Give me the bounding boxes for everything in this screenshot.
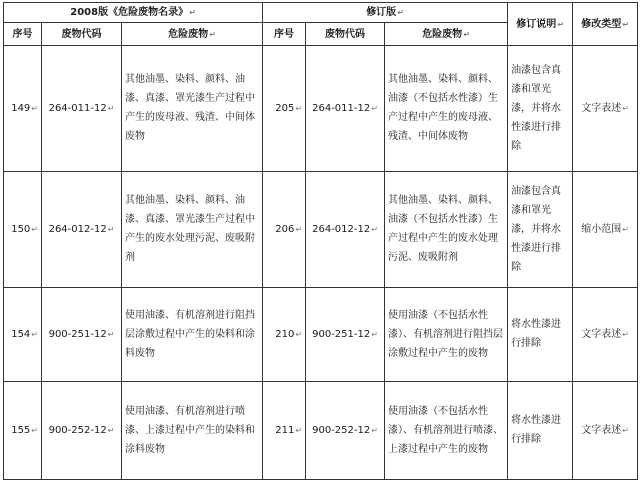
cell-end-mark: ↵	[463, 29, 470, 39]
revision-type: 文字表述	[581, 424, 622, 436]
group-header-new-label: 修订版	[366, 7, 397, 19]
table-row	[4, 171, 638, 287]
col-header-old-waste	[122, 23, 263, 46]
revision-note-cell	[508, 288, 573, 381]
revision-note: 油漆包含真漆和罩光漆，并将水性漆进行排除	[511, 64, 562, 152]
old-no: 154	[11, 328, 31, 340]
old-no-cell	[4, 381, 42, 479]
cell-end-mark: ↵	[557, 19, 564, 29]
revision-type-cell	[573, 171, 638, 287]
table-row	[4, 288, 638, 381]
new-waste: 其他油墨、染料、颜料、油漆（不包括水性漆）生产过程中产生的废水处理污泥、废吸附剂	[388, 195, 499, 264]
revision-note-cell	[508, 171, 573, 287]
cell-end-mark: ↵	[31, 425, 38, 435]
col-header-label: 危险废物	[168, 28, 209, 40]
revision-type: 文字表述	[581, 102, 622, 114]
cell-end-mark: ↵	[31, 103, 38, 113]
old-waste: 其他油墨、染料、颜料、油漆、真漆、罩光漆生产过程中产生的废水处理污泥、废吸附剂	[125, 195, 255, 264]
new-code: 264-011-12	[312, 102, 371, 114]
revision-note-cell	[508, 381, 573, 479]
new-waste: 使用油漆（不包括水性漆）、有机溶剂进行阻挡层涂敷过程中产生的废物	[388, 309, 504, 359]
old-waste-cell	[122, 46, 263, 172]
new-code: 900-251-12	[312, 328, 371, 340]
waste-catalog-revision-table	[3, 2, 638, 480]
cell-end-mark: ↵	[371, 425, 378, 435]
new-no-cell	[263, 288, 306, 381]
new-waste: 其他油墨、染料、颜料、油漆（不包括水性漆）生产过程中产生的废母液、残渣、中间体废物	[388, 74, 499, 143]
cell-end-mark: ↵	[189, 8, 196, 18]
cell-end-mark: ↵	[622, 224, 629, 234]
new-no: 211	[275, 424, 295, 436]
new-no-cell	[263, 171, 306, 287]
old-waste-cell	[122, 171, 263, 287]
revision-type-cell	[573, 46, 638, 172]
group-header-row	[4, 3, 638, 23]
new-waste-cell	[385, 46, 508, 172]
new-code-cell	[306, 171, 385, 287]
col-header-revision-note-label: 修订说明	[516, 18, 557, 30]
cell-end-mark: ↵	[295, 103, 303, 113]
revision-type: 缩小范围	[581, 223, 622, 235]
old-waste: 其他油墨、染料、颜料、油漆、真漆、罩光漆生产过程中产生的废母液、残渣、中间体废物	[125, 74, 255, 143]
cell-end-mark: ↵	[295, 425, 303, 435]
revision-note: 油漆包含真漆和罩光漆，并将水性漆进行排除	[511, 185, 562, 273]
col-header-label: 废物代码	[325, 28, 366, 40]
old-code-cell	[42, 288, 122, 381]
cell-end-mark: ↵	[295, 329, 303, 339]
col-header-revision-type	[573, 3, 638, 46]
new-code-cell	[306, 46, 385, 172]
cell-end-mark: ↵	[107, 103, 115, 113]
new-no-cell	[263, 46, 306, 172]
group-header-old-label: 2008版《危险废物名录》	[70, 7, 189, 19]
old-code: 264-012-12	[48, 223, 107, 235]
col-header-new-code	[306, 23, 385, 46]
col-header-old-code	[42, 23, 122, 46]
table-row	[4, 46, 638, 172]
cell-end-mark: ↵	[622, 329, 629, 339]
revision-note-cell	[508, 46, 573, 172]
col-header-revision-note	[508, 3, 573, 46]
new-no: 210	[275, 328, 295, 340]
col-header-new-no	[263, 23, 306, 46]
col-header-old-no	[4, 23, 42, 46]
group-header-new	[263, 3, 508, 23]
old-code: 264-011-12	[48, 102, 107, 114]
old-code-cell	[42, 171, 122, 287]
new-code-cell	[306, 381, 385, 479]
cell-end-mark: ↵	[397, 8, 404, 18]
cell-end-mark: ↵	[622, 425, 629, 435]
new-waste-cell	[385, 288, 508, 381]
cell-end-mark: ↵	[371, 224, 378, 234]
cell-end-mark: ↵	[107, 329, 115, 339]
new-no-cell	[263, 381, 306, 479]
cell-end-mark: ↵	[209, 29, 216, 39]
new-no: 206	[275, 223, 295, 235]
revision-type-cell	[573, 288, 638, 381]
col-header-label: 危险废物	[422, 28, 463, 40]
revision-type-cell	[573, 381, 638, 479]
cell-end-mark: ↵	[31, 329, 38, 339]
new-waste-cell	[385, 171, 508, 287]
old-code-cell	[42, 381, 122, 479]
col-header-label: 序号	[12, 28, 33, 40]
old-no: 155	[11, 424, 31, 436]
old-code-cell	[42, 46, 122, 172]
old-no-cell	[4, 46, 42, 172]
new-no: 205	[275, 102, 295, 114]
cell-end-mark: ↵	[31, 224, 38, 234]
cell-end-mark: ↵	[622, 19, 629, 29]
old-waste-cell	[122, 381, 263, 479]
new-waste-cell	[385, 381, 508, 479]
col-header-revision-type-label: 修改类型	[581, 18, 622, 30]
revision-note: 将水性漆进行排除	[511, 415, 562, 446]
cell-end-mark: ↵	[107, 425, 115, 435]
old-no: 150	[11, 223, 31, 235]
old-no-cell	[4, 288, 42, 381]
cell-end-mark: ↵	[622, 103, 629, 113]
old-code: 900-252-12	[48, 424, 107, 436]
new-code-cell	[306, 288, 385, 381]
cell-end-mark: ↵	[295, 224, 303, 234]
table-row	[4, 381, 638, 479]
old-waste: 使用油漆、有机溶剂进行阻挡层涂敷过程中产生的染料和涂料废物	[125, 309, 255, 359]
cell-end-mark: ↵	[371, 329, 378, 339]
old-waste-cell	[122, 288, 263, 381]
new-waste: 使用油漆（不包括水性漆）、有机溶剂进行喷漆、上漆过程中产生的废物	[388, 405, 504, 455]
revision-note: 将水性漆进行排除	[511, 319, 562, 350]
old-no: 149	[11, 102, 31, 114]
cell-end-mark: ↵	[107, 224, 115, 234]
old-no-cell	[4, 171, 42, 287]
old-waste: 使用油漆、有机溶剂进行喷漆、上漆过程中产生的染料和涂料废物	[125, 405, 255, 455]
cell-end-mark: ↵	[371, 103, 378, 113]
revision-type: 文字表述	[581, 328, 622, 340]
col-header-new-waste	[385, 23, 508, 46]
group-header-old	[4, 3, 263, 23]
col-header-label: 序号	[274, 28, 295, 40]
new-code: 264-012-12	[312, 223, 371, 235]
new-code: 900-252-12	[312, 424, 371, 436]
old-code: 900-251-12	[48, 328, 107, 340]
col-header-label: 废物代码	[61, 28, 102, 40]
